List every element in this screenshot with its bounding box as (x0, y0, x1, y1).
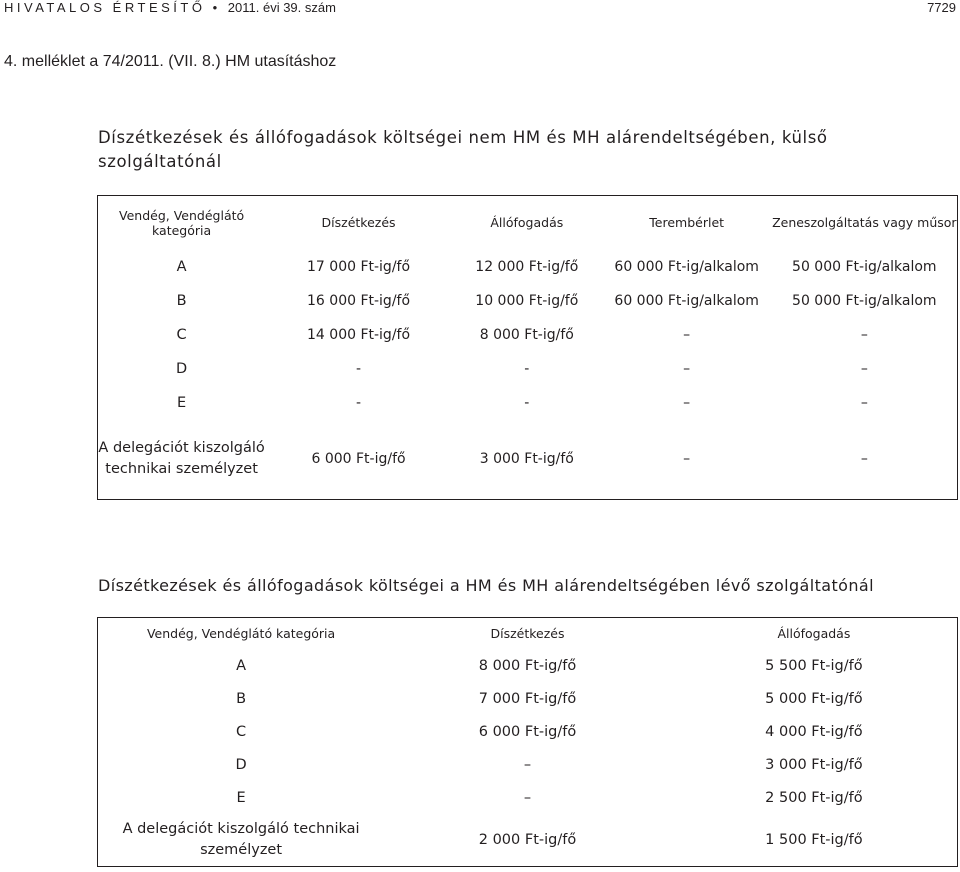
running-header (4, 0, 336, 15)
table-row (98, 386, 958, 420)
header-bullet: • (212, 0, 221, 15)
music-program-cell: – (860, 360, 868, 377)
room-rental-cell: – (683, 451, 691, 468)
reception-cell: 8 000 Ft-ig/fő (479, 326, 574, 343)
issue-number: 2011. évi 39. szám (227, 0, 336, 15)
gala-dinner-cell: 6 000 Ft-ig/fő (311, 451, 406, 468)
music-program-cell: 50 000 Ft-ig/alkalom (792, 292, 937, 309)
header-gala-dinner: Díszétkezés (490, 626, 565, 642)
reception-cell: 3 000 Ft-ig/fő (765, 757, 863, 773)
table-header-row (98, 618, 958, 650)
music-program-cell: 50 000 Ft-ig/alkalom (792, 258, 937, 275)
category-cell: D (235, 757, 247, 773)
gala-dinner-cell: – (523, 757, 532, 773)
category-cell: D (176, 360, 188, 377)
music-program-cell: – (860, 451, 868, 468)
table-row (98, 815, 958, 867)
category-cell: C (176, 326, 187, 343)
category-cell: A delegációt kiszolgáló technikai személyzet (98, 440, 265, 478)
header-music-program: Zeneszolgáltatás vagy műsor (772, 215, 957, 231)
table-row (98, 683, 958, 716)
category-cell: C (236, 724, 247, 740)
table2-title: Díszétkezések és állófogadások költségei a HM és MH alárendeltségében lévő szolgáltatónál (98, 576, 874, 595)
gala-dinner-cell: 16 000 Ft-ig/fő (307, 292, 411, 309)
header-guest-category: Vendég, Vendéglátó kategória (146, 626, 336, 642)
table-row (98, 650, 958, 683)
table-row (98, 352, 958, 386)
category-cell: A (236, 658, 247, 674)
table-row (98, 318, 958, 352)
reception-cell: 5 000 Ft-ig/fő (765, 691, 863, 707)
room-rental-cell: 60 000 Ft-ig/alkalom (614, 258, 759, 275)
table-row (98, 250, 958, 284)
reception-cell: - (524, 360, 530, 377)
reception-cell: - (524, 394, 530, 411)
gala-dinner-cell: 6 000 Ft-ig/fő (478, 724, 577, 740)
table-row (98, 284, 958, 318)
music-program-cell: – (860, 326, 868, 343)
reception-cell: 4 000 Ft-ig/fő (765, 724, 863, 740)
table-header-row (98, 196, 958, 250)
gala-dinner-cell: - (356, 394, 362, 411)
page-number: 7729 (927, 0, 956, 15)
header-room-rental: Terembérlet (649, 215, 725, 231)
table-row (98, 420, 958, 500)
table1-title: Díszétkezések és állófogadások költségei nem HM és MH alárendeltségében, külső szolgáltatónál (98, 128, 828, 171)
category-cell: A (176, 258, 187, 275)
gala-dinner-cell: 8 000 Ft-ig/fő (478, 658, 577, 674)
gala-dinner-cell: 2 000 Ft-ig/fő (478, 832, 577, 849)
table-row (98, 749, 958, 782)
gala-dinner-cell: – (523, 790, 532, 806)
room-rental-cell: – (683, 394, 691, 411)
reception-cell: 1 500 Ft-ig/fő (765, 832, 863, 849)
category-cell: B (236, 691, 247, 707)
category-cell: E (177, 394, 187, 411)
annex-title: 4. melléklet a 74/2011. (VII. 8.) HM utasításhoz (4, 53, 337, 70)
reception-cell: 2 500 Ft-ig/fő (765, 790, 863, 806)
gala-dinner-cell: 17 000 Ft-ig/fő (307, 258, 411, 275)
category-cell: A delegációt kiszolgáló technikai személyzet (122, 821, 360, 859)
header-reception: Állófogadás (777, 626, 851, 642)
room-rental-cell: – (683, 326, 691, 343)
room-rental-cell: – (683, 360, 691, 377)
reception-cell: 5 500 Ft-ig/fő (765, 658, 863, 674)
header-reception: Állófogadás (490, 215, 564, 231)
table-row (98, 716, 958, 749)
reception-cell: 12 000 Ft-ig/fő (475, 258, 579, 275)
header-gala-dinner: Díszétkezés (321, 215, 396, 231)
gala-dinner-cell: 14 000 Ft-ig/fő (307, 326, 411, 343)
gala-dinner-cell: 7 000 Ft-ig/fő (478, 691, 577, 707)
reception-cell: 10 000 Ft-ig/fő (475, 292, 579, 309)
table-row (98, 782, 958, 815)
header-guest-category: Vendég, Vendéglátó kategória (119, 207, 245, 238)
journal-name: HIVATALOS ÉRTESÍTŐ (4, 0, 206, 15)
category-cell: B (176, 292, 187, 309)
reception-cell: 3 000 Ft-ig/fő (479, 451, 574, 468)
internal-provider-costs-table (97, 617, 958, 867)
room-rental-cell: 60 000 Ft-ig/alkalom (614, 292, 759, 309)
external-provider-costs-table (97, 195, 958, 500)
music-program-cell: – (860, 394, 868, 411)
category-cell: E (236, 790, 246, 806)
gala-dinner-cell: - (356, 360, 362, 377)
